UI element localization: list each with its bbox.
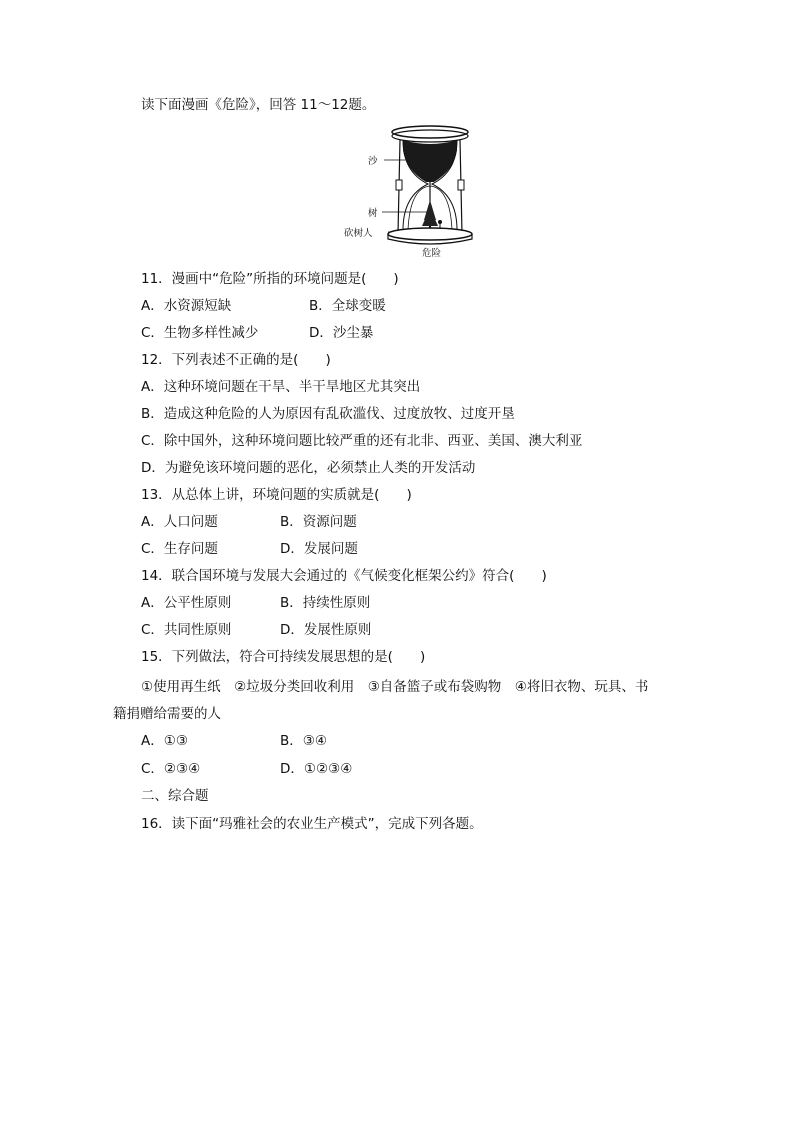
option-12-a: A．这种环境问题在干旱、半干旱地区尤其突出: [141, 379, 421, 395]
label-tree: 树: [368, 208, 378, 219]
sand-upper: [403, 140, 457, 182]
question-15-items-line1: ①使用再生纸 ②垃圾分类回收利用 ③自备篮子或布袋购物 ④将旧衣物、玩具、书: [141, 679, 649, 695]
option-11-b: B．全球变暖: [309, 298, 386, 314]
question-15-stem: 15．下列做法，符合可持续发展思想的是( ): [141, 649, 426, 665]
option-12-b: B．造成这种危险的人为原因有乱砍滥伐、过度放牧、过度开垦: [141, 406, 515, 422]
option-11-a: A．水资源短缺: [141, 298, 232, 314]
option-14-c: C．共同性原则: [141, 622, 232, 638]
hourglass-illustration: [344, 122, 500, 262]
hourglass-base: [388, 228, 472, 240]
figure-caption: 危险: [422, 248, 442, 259]
option-12-d: D．为避免该环境问题的恶化，必须禁止人类的开发活动: [141, 460, 476, 476]
section-heading: 二、综合题: [141, 788, 209, 804]
intro-text: 读下面漫画《危险》，回答 11～12题。: [141, 97, 376, 113]
option-11-d: D．沙尘暴: [309, 325, 374, 341]
label-person: 砍树人: [344, 228, 373, 239]
question-11-stem: 11．漫画中“危险”所指的环境问题是( ): [141, 271, 399, 287]
option-15-c: C．②③④: [141, 761, 201, 777]
option-15-b: B．③④: [280, 733, 327, 749]
question-15-items-line2: 籍捐赠给需要的人: [113, 706, 221, 722]
option-13-d: D．发展问题: [280, 541, 358, 557]
question-16-stem: 16．读下面“玛雅社会的农业生产模式”，完成下列各题。: [141, 816, 483, 832]
question-14-stem: 14．联合国环境与发展大会通过的《气候变化框架公约》符合( ): [141, 568, 547, 584]
label-sand: 沙: [368, 156, 378, 167]
option-12-c: C．除中国外，这种环境问题比较严重的还有北非、西亚、美国、澳大利亚: [141, 433, 583, 449]
person-shape: [438, 220, 442, 224]
option-13-c: C．生存问题: [141, 541, 218, 557]
option-14-d: D．发展性原则: [280, 622, 372, 638]
option-13-a: A．人口问题: [141, 514, 218, 530]
option-15-a: A．①③: [141, 733, 188, 749]
question-13-stem: 13．从总体上讲，环境问题的实质就是( ): [141, 487, 412, 503]
option-14-b: B．持续性原则: [280, 595, 371, 611]
question-12-stem: 12．下列表述不正确的是( ): [141, 352, 331, 368]
option-14-a: A．公平性原则: [141, 595, 232, 611]
hourglass-cartoon: [344, 122, 500, 262]
option-11-c: C．生物多样性减少: [141, 325, 259, 341]
option-13-b: B．资源问题: [280, 514, 357, 530]
option-15-d: D．①②③④: [280, 761, 353, 777]
